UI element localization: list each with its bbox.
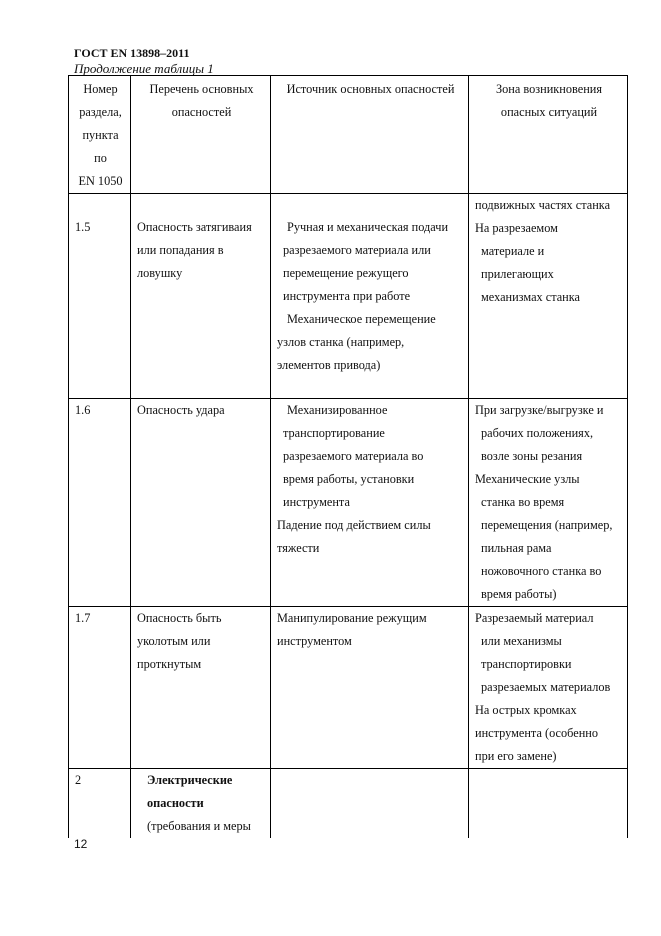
header-section-number: Номер раздела, пункта по EN 1050 (69, 76, 131, 194)
row-zone (469, 769, 628, 839)
row-hazard: Опасность затягиваия или попадания в ловушку (131, 194, 271, 399)
table-row (69, 607, 628, 769)
row-number: 1.6 (69, 399, 131, 607)
hazards-table (68, 75, 628, 838)
header-hazard-list: Перечень основных опасностей (131, 76, 271, 194)
row-zone: При загрузке/выгрузке и рабочих положениях, возле зоны резания Механические узлы станка во время перемещения (например, пильная рама ножовочного станка во время работы) (469, 399, 628, 607)
table-row (69, 399, 628, 607)
row-source (271, 769, 469, 839)
row-source: Механизированное транспортирование разрезаемого материала во время работы, установки инструмента Падение под действием силы тяжести (271, 399, 469, 607)
table-row (69, 769, 628, 839)
row-zone: Разрезаемый материал или механизмы транспортировки разрезаемых материалов На острых кромках инструмента (особенно при его замене) (469, 607, 628, 769)
row-number: 1.7 (69, 607, 131, 769)
header-hazard-source: Источник основных опасностей (271, 76, 469, 194)
row-hazard: Опасность быть уколотым или проткнутым (131, 607, 271, 769)
row-number: 1.5 (69, 194, 131, 399)
row-source: Ручная и механическая подачи разрезаемого материала или перемещение режущего инструмента при работе Механическое перемещение узлов станка (например, элементов привода) (271, 194, 469, 399)
page-number: 12 (74, 837, 88, 851)
standard-designation: ГОСТ EN 13898–2011 (74, 46, 190, 60)
table-continuation-caption: Продолжение таблицы 1 (74, 61, 214, 76)
header-hazard-zone: Зона возникновения опасных ситуаций (469, 76, 628, 194)
table-row (69, 194, 628, 399)
table-header-row (69, 76, 628, 194)
row-zone: подвижных частях станка На разрезаемом материале и прилегающих механизмах станка (469, 194, 628, 399)
row-number: 2 (69, 769, 131, 839)
row-source: Манипулирование режущим инструментом (271, 607, 469, 769)
row-hazard: Опасность удара (131, 399, 271, 607)
row-hazard: Электрические опасности (требования и меры (131, 769, 271, 839)
